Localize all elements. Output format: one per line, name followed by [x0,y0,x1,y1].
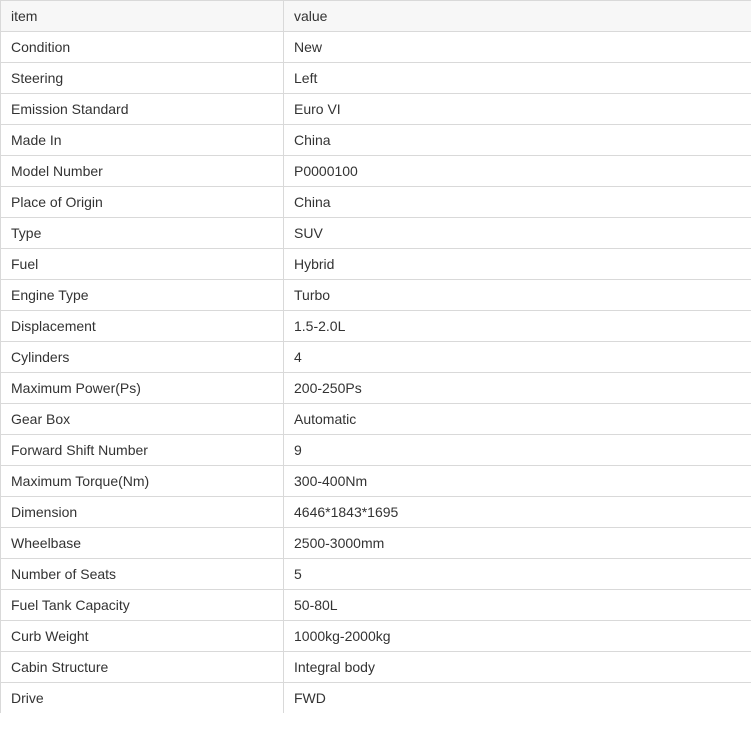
cell-value: 50-80L [284,590,751,621]
table-row [1,652,751,683]
cell-value: P0000100 [284,156,751,187]
header-row [1,1,751,32]
cell-value: 9 [284,435,751,466]
cell-item: Fuel [1,249,284,280]
column-header-value: value [284,1,751,32]
table-row [1,311,751,342]
cell-item: Maximum Power(Ps) [1,373,284,404]
table-row [1,218,751,249]
cell-item: Model Number [1,156,284,187]
cell-item: Cylinders [1,342,284,373]
cell-value: FWD [284,683,751,714]
cell-value: 4646*1843*1695 [284,497,751,528]
cell-value: Left [284,63,751,94]
table-row [1,559,751,590]
cell-item: Place of Origin [1,187,284,218]
cell-item: Fuel Tank Capacity [1,590,284,621]
cell-value: New [284,32,751,63]
table-body [1,32,751,714]
column-header-item: item [1,1,284,32]
table-row [1,94,751,125]
table-row [1,621,751,652]
cell-value: Automatic [284,404,751,435]
table-row [1,342,751,373]
cell-value: 1.5-2.0L [284,311,751,342]
cell-value: Hybrid [284,249,751,280]
cell-value: 4 [284,342,751,373]
cell-item: Forward Shift Number [1,435,284,466]
cell-value: 2500-3000mm [284,528,751,559]
cell-value: 1000kg-2000kg [284,621,751,652]
cell-item: Engine Type [1,280,284,311]
cell-value: SUV [284,218,751,249]
cell-item: Number of Seats [1,559,284,590]
table-row [1,63,751,94]
table-row [1,32,751,63]
table-header [1,1,751,32]
table-row [1,187,751,218]
cell-value: Turbo [284,280,751,311]
table-row [1,156,751,187]
table-row [1,497,751,528]
cell-item: Condition [1,32,284,63]
table-row [1,590,751,621]
cell-item: Curb Weight [1,621,284,652]
cell-value: 200-250Ps [284,373,751,404]
table-row [1,249,751,280]
cell-value: Euro VI [284,94,751,125]
table-row [1,125,751,156]
table-row [1,683,751,714]
cell-value: Integral body [284,652,751,683]
cell-value: China [284,187,751,218]
cell-item: Drive [1,683,284,714]
cell-item: Wheelbase [1,528,284,559]
table-row [1,466,751,497]
table-row [1,435,751,466]
table-row [1,528,751,559]
cell-item: Displacement [1,311,284,342]
cell-item: Type [1,218,284,249]
table-row [1,373,751,404]
cell-value: 5 [284,559,751,590]
cell-value: 300-400Nm [284,466,751,497]
cell-item: Made In [1,125,284,156]
cell-item: Cabin Structure [1,652,284,683]
cell-item: Dimension [1,497,284,528]
cell-item: Emission Standard [1,94,284,125]
cell-item: Maximum Torque(Nm) [1,466,284,497]
table-row [1,280,751,311]
table-row [1,404,751,435]
cell-item: Steering [1,63,284,94]
cell-item: Gear Box [1,404,284,435]
cell-value: China [284,125,751,156]
